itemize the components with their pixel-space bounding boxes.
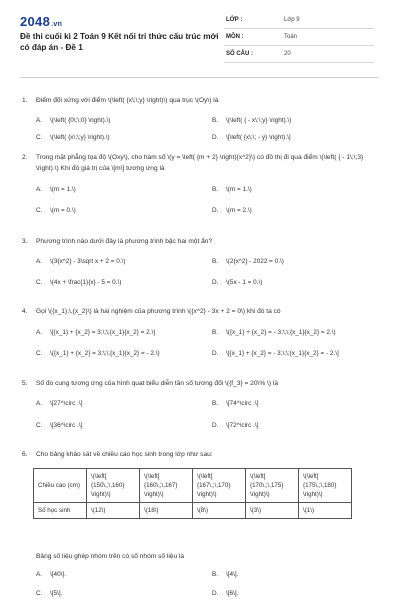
option-text: \[27^\circ .\] [50, 400, 83, 407]
question-number: 1. [22, 97, 28, 104]
exam-title: Đề thi cuối kì 2 Toán 9 Kết nối tri thức cấu trúc mới có đáp án - Đề 1 [20, 32, 219, 52]
option-text: \[{x_1} + {x_2} = - 3;\;\;{x_1}{x_2} = - 2.\] [226, 350, 339, 357]
option-c[interactable] [36, 590, 62, 597]
option-a[interactable] [36, 571, 66, 578]
question-6 [22, 449, 378, 460]
meta-row-count [224, 49, 374, 63]
question-stem: Phương trình nào dưới đây là phương trình bậc hai một ẩn? [36, 238, 213, 245]
option-text: \[36^\circ .\] [50, 422, 83, 429]
meta-value: Toán [284, 34, 298, 40]
option-label: C. [36, 350, 43, 357]
option-d[interactable] [212, 350, 339, 357]
option-label: A. [36, 258, 43, 265]
question-4 [22, 306, 378, 317]
header-divider [20, 77, 378, 78]
option-label: D. [212, 279, 219, 286]
option-text: \(5x - 1 = 0.\) [226, 279, 263, 286]
table-cell: \(18\) [140, 503, 193, 519]
option-b[interactable] [212, 186, 252, 193]
option-a[interactable] [36, 117, 110, 124]
option-label: A. [36, 117, 43, 124]
option-b[interactable] [212, 400, 258, 407]
meta-value: Lớp 9 [284, 17, 300, 23]
meta-key: MÔN : [226, 34, 244, 40]
meta-value: 20 [284, 51, 291, 57]
option-d[interactable] [212, 134, 291, 141]
option-text: \(m = 2.\) [226, 207, 252, 214]
option-label: C. [36, 279, 43, 286]
option-text: \[4\]. [226, 571, 239, 578]
question-stem: Trong mặt phẳng tọa độ \(Oxy\), cho hàm số \(y = \left( {m + 2} \right){x^2}\) có đồ thị đi qua điểm \(\left( { - 1\;\;3} \right).\) Khi đó giá trị của \[m\] tương ứng là [36, 154, 364, 172]
site-logo[interactable] [20, 14, 62, 29]
question-5 [22, 378, 378, 389]
option-text: \(\left( {x\;\;y} \right).\) [50, 134, 110, 141]
table-cell: \(\left[ {160\,;\,167} \right)\) [140, 469, 193, 503]
question-stem: Cho bảng khảo sát về chiều cao học sinh trong lớp như sau: [36, 451, 213, 458]
option-text: \[{x_1} + {x_2} = 3;\;\;{x_1}{x_2} = 2.\] [50, 329, 156, 336]
option-a[interactable] [36, 258, 125, 265]
option-label: C. [36, 590, 43, 597]
height-table [33, 468, 352, 519]
option-label: D. [212, 422, 219, 429]
option-label: B. [212, 571, 219, 578]
question-number: 5. [22, 380, 28, 387]
option-a[interactable] [36, 186, 76, 193]
option-c[interactable] [36, 207, 76, 214]
option-label: B. [212, 329, 219, 336]
option-label: A. [36, 186, 43, 193]
option-c[interactable] [36, 350, 160, 357]
option-b[interactable] [212, 329, 336, 336]
option-text: \({x_1} + {x_2} = - 3;\;\;{x_1}{x_2} = 2.\) [226, 329, 336, 336]
question-2 [22, 152, 378, 174]
option-d[interactable] [212, 279, 262, 286]
option-a[interactable] [36, 329, 155, 336]
option-text: \(\left( { - x\;\;y} \right).\) [226, 117, 292, 124]
question-stem: Điểm đối xứng với điểm \(\left( {x\;\;y} \right)\) qua trục \(Oy\) là [36, 97, 219, 104]
option-d[interactable] [212, 422, 258, 429]
option-text: \[5\]. [50, 590, 63, 597]
option-label: B. [212, 186, 219, 193]
meta-row-class [224, 15, 374, 29]
option-c[interactable] [36, 134, 110, 141]
table-cell: Số học sinh [34, 503, 87, 519]
option-text: \(m = 1.\) [50, 186, 76, 193]
option-text: \(4x + \frac{1}{x} - 5 = 0.\) [50, 279, 122, 286]
option-text: \[74^\circ .\] [226, 400, 259, 407]
option-text: \(m = 1.\) [226, 186, 252, 193]
option-text: \[72^\circ .\] [226, 422, 259, 429]
option-text: \({x_1} + {x_2} = 3;\;\;{x_1}{x_2} = - 2.\) [50, 350, 160, 357]
table-cell: \(\left[ {170\,;\,175} \right)\) [246, 469, 299, 503]
option-label: C. [36, 134, 43, 141]
option-text: \[\left( {x\;\; - y} \right).\] [226, 134, 291, 141]
option-text: \(2{x^2} - 2022 = 0.\) [226, 258, 284, 265]
option-a[interactable] [36, 400, 82, 407]
option-label: D. [212, 350, 219, 357]
option-label: A. [36, 571, 43, 578]
question-number: 3. [22, 238, 28, 245]
option-d[interactable] [212, 590, 238, 597]
meta-row-subject [224, 32, 374, 46]
question-3 [22, 236, 378, 247]
option-text: \[6\]. [226, 590, 239, 597]
option-label: C. [36, 422, 43, 429]
table-cell: Chiều cao (cm) [34, 469, 87, 503]
logo-suffix: .vn [51, 21, 63, 28]
option-text: \[40\]. [50, 571, 66, 578]
question-stem: Gọi \({x_1},\,{x_2}\) là hai nghiệm của phương trình \({x^2} - 3x + 2 = 0\) khi đó ta có [36, 308, 281, 315]
option-c[interactable] [36, 422, 82, 429]
logo-main: 2048 [20, 14, 51, 29]
option-label: D. [212, 207, 219, 214]
table-cell: \(8\) [193, 503, 246, 519]
option-label: B. [212, 258, 219, 265]
option-label: D. [212, 590, 219, 597]
option-c[interactable] [36, 279, 121, 286]
option-text: \(\left( {0\;\;0} \right).\) [50, 117, 111, 124]
table-cell: \(\left[ {175\,;\,180} \right)\) [299, 469, 352, 503]
option-text: \(m = 0.\) [50, 207, 76, 214]
option-label: A. [36, 329, 43, 336]
option-label: B. [212, 400, 219, 407]
option-label: D. [212, 134, 219, 141]
table-cell: \(12\) [87, 503, 140, 519]
table-row [34, 503, 352, 519]
option-label: A. [36, 400, 43, 407]
question-number: 6. [22, 451, 28, 458]
table-row [34, 469, 352, 503]
exam-meta [224, 15, 374, 66]
table-cell: \(1\) [299, 503, 352, 519]
option-text: \(3{x^2} - 3\sqrt x + 2 = 0.\) [50, 258, 126, 265]
table-cell: \(3\) [246, 503, 299, 519]
option-label: B. [212, 117, 219, 124]
meta-key: SỐ CÂU : [226, 51, 253, 57]
question-number: 4. [22, 308, 28, 315]
question-6-followup: Bảng số liệu ghép nhóm trên có số nhóm số liệu là [36, 553, 185, 560]
question-number: 2. [22, 154, 28, 161]
table-cell: \(\left[ {167\,;\,170} \right)\) [193, 469, 246, 503]
option-b[interactable] [212, 571, 238, 578]
option-b[interactable] [212, 117, 291, 124]
option-b[interactable] [212, 258, 284, 265]
question-1 [22, 95, 378, 106]
meta-key: LỚP : [226, 17, 243, 23]
question-stem: Số đo cung tương ứng của hình quạt biểu diễn tần số tương đối \({f_3} = 20\% \) là [36, 380, 279, 387]
table-cell: \(\left[ {150\,;\,160} \right)\) [87, 469, 140, 503]
option-d[interactable] [212, 207, 252, 214]
option-label: C. [36, 207, 43, 214]
